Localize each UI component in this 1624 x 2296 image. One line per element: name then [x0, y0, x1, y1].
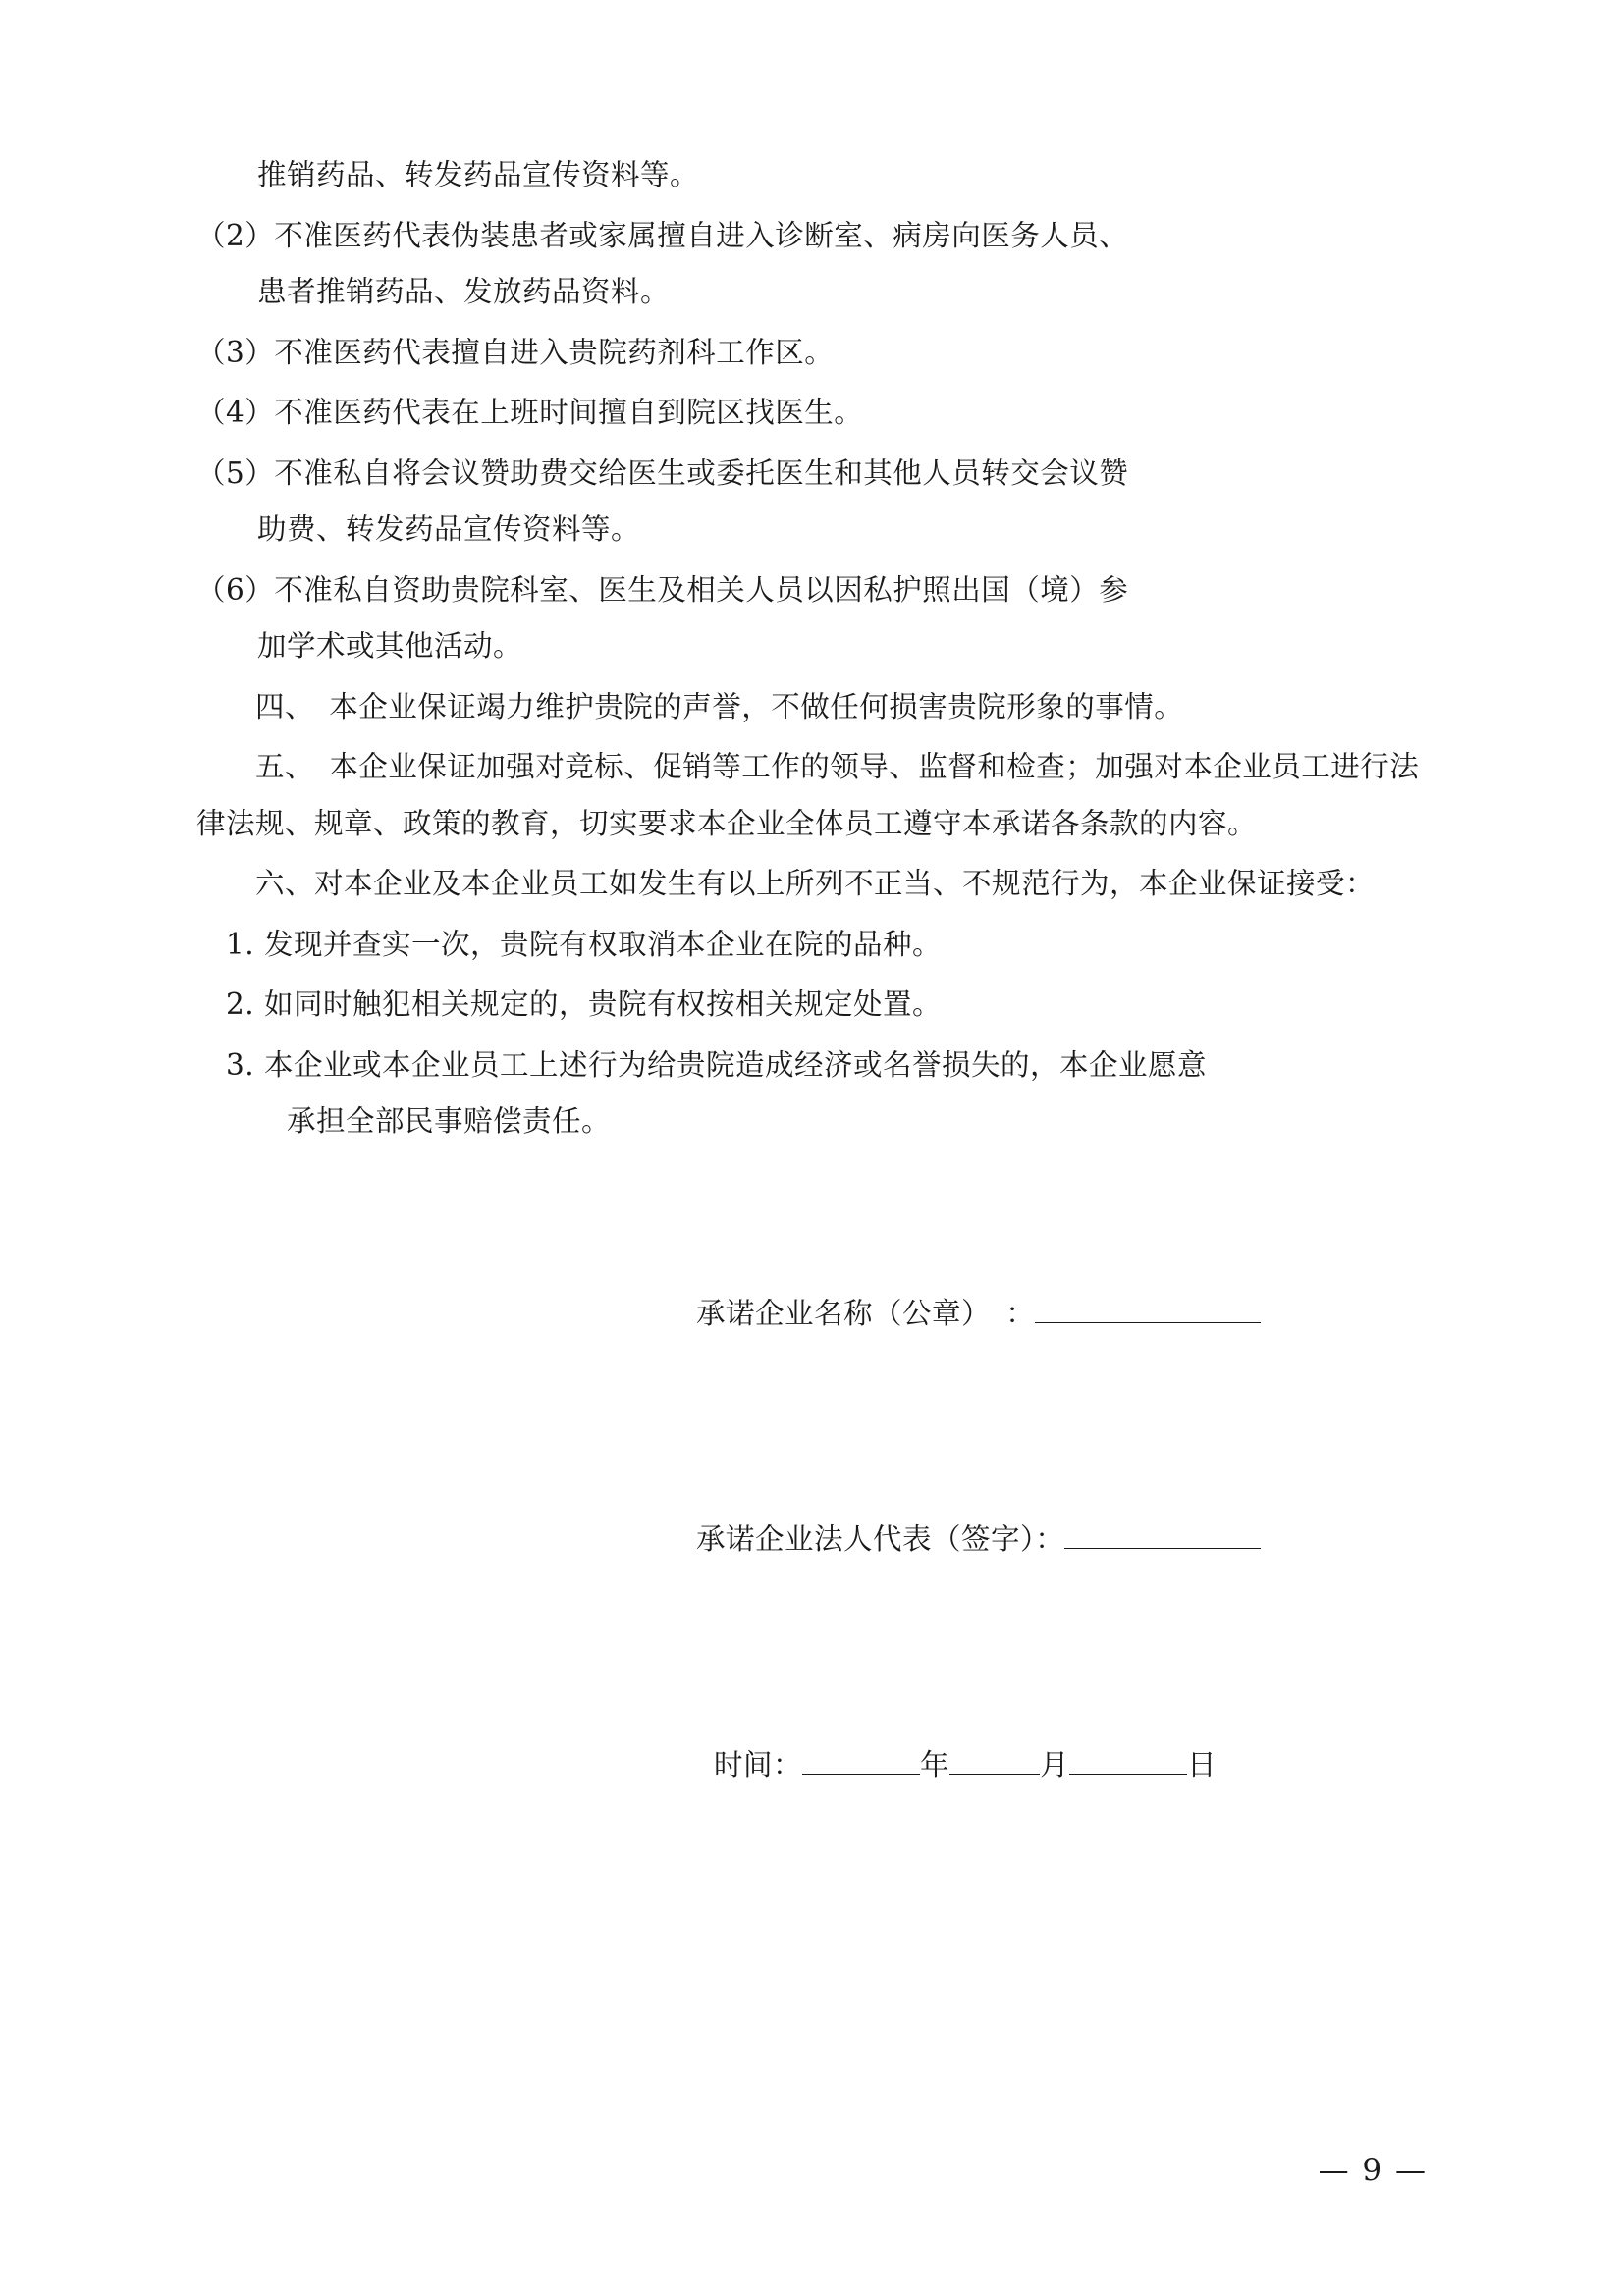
- clause-marker: 六、: [255, 867, 315, 901]
- company-seal-label: 承诺企业名称（公章） ：: [696, 1296, 1036, 1330]
- sub-list-item-text: 如同时触犯相关规定的，贵院有权按相关规定处置。: [264, 988, 943, 1022]
- list-item-text-cont: 助费、转发药品宣传资料等。: [257, 512, 641, 547]
- date-day-field[interactable]: [1069, 1774, 1187, 1775]
- list-item-text: 不准私自资助贵院科室、医生及相关人员以因私护照出国（境）参: [274, 572, 1129, 607]
- clause-four: [196, 679, 1428, 736]
- continuation-line: 推销药品、转发药品宣传资料等。: [257, 158, 700, 191]
- list-item: [196, 446, 1428, 559]
- date-month-unit: 月: [1040, 1748, 1070, 1783]
- clause-marker: 五、: [255, 750, 300, 784]
- list-item-marker: （4）: [196, 396, 275, 430]
- list-item-text-cont: 患者推销药品、发放药品资料。: [257, 275, 671, 309]
- legal-rep-label: 承诺企业法人代表（签字）：: [696, 1522, 1065, 1556]
- date-line: [196, 1682, 1428, 1847]
- clause-six: [196, 856, 1428, 913]
- date-year-unit: 年: [920, 1748, 950, 1783]
- sub-list-item: [196, 977, 1428, 1034]
- sub-list-item-marker: 3.: [226, 1047, 255, 1082]
- sub-list-item: [196, 917, 1428, 974]
- legal-rep-field[interactable]: [1064, 1548, 1261, 1549]
- page-number: — 9 —: [1318, 2153, 1428, 2188]
- sub-list-item-text: 本企业或本企业员工上述行为给贵院造成经济或名誉损失的，本企业愿意: [264, 1047, 1208, 1082]
- date-month-field[interactable]: [949, 1774, 1040, 1775]
- list-item-text-cont: 加学术或其他活动。: [257, 629, 523, 664]
- list-item: [196, 385, 1428, 442]
- legal-rep-line: [196, 1457, 1428, 1622]
- date-label: 时间：: [714, 1748, 803, 1783]
- list-item-marker: （5）: [196, 455, 275, 490]
- list-item: [196, 325, 1428, 382]
- list-item-text: 不准医药代表伪装患者或家属擅自进入诊断室、病房向医务人员、: [274, 218, 1129, 252]
- sub-list-item-text-cont: 承担全部民事赔偿责任。: [287, 1104, 612, 1139]
- list-item-marker: （3）: [196, 335, 275, 369]
- sub-list-item-text: 发现并查实一次，贵院有权取消本企业在院的品种。: [264, 927, 943, 961]
- list-item-text: 不准医药代表擅自进入贵院药剂科工作区。: [274, 335, 835, 369]
- list-item-marker: （6）: [196, 572, 275, 607]
- list-item-text: 不准医药代表在上班时间擅自到院区找医生。: [274, 396, 864, 430]
- list-item: [196, 562, 1428, 675]
- list-item-marker: （2）: [196, 218, 275, 252]
- document-content: [196, 147, 1428, 1847]
- spacer: [196, 1154, 1428, 1205]
- sub-list-item-marker: 1.: [226, 927, 255, 961]
- sub-list-item: [196, 1038, 1428, 1150]
- company-seal-line: [196, 1231, 1428, 1396]
- date-year-field[interactable]: [802, 1774, 920, 1775]
- clause-text: 本企业保证竭力维护贵院的声誉，不做任何损害贵院形象的事情。: [299, 689, 1184, 723]
- signature-block: [196, 1231, 1428, 1847]
- list-item: [196, 208, 1428, 321]
- clause-text: 对本企业及本企业员工如发生有以上所列不正当、不规范行为，本企业保证接受：: [314, 867, 1376, 901]
- date-day-unit: 日: [1187, 1748, 1218, 1783]
- sub-list-item-marker: 2.: [226, 988, 255, 1022]
- clause-marker: 四、: [255, 689, 300, 723]
- list-item-text: 不准私自将会议赞助费交给医生或委托医生和其他人员转交会议赞: [274, 455, 1129, 490]
- company-seal-field[interactable]: [1035, 1322, 1261, 1323]
- clause-five: [196, 739, 1428, 852]
- clause-text: 本企业保证加强对竞标、促销等工作的领导、监督和检查；加强对本企业员工进行法律法规、规章、政策的教育，切实要求本企业全体员工遵守本承诺各条款的内容。: [196, 750, 1420, 840]
